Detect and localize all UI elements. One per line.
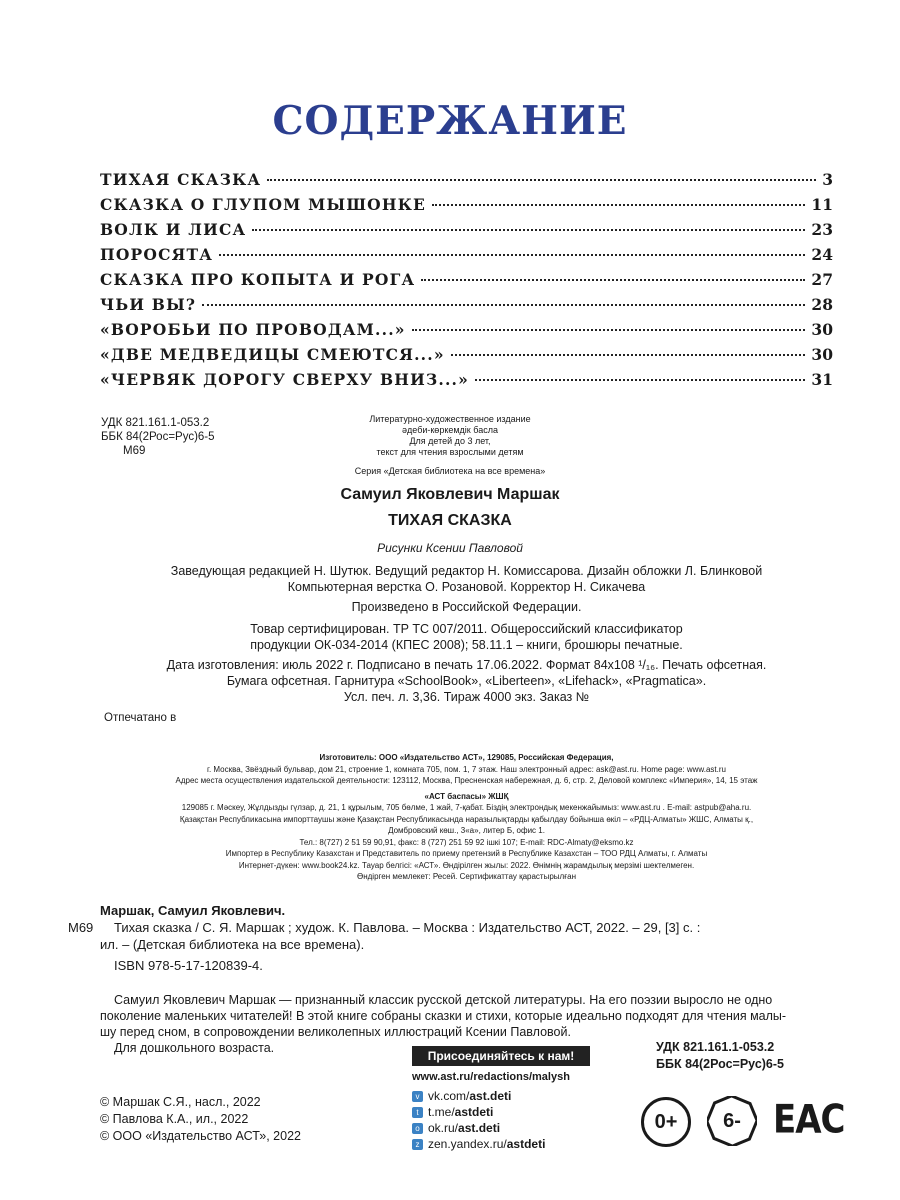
- telegram-icon: t: [412, 1107, 423, 1118]
- paper-line: Бумага офсетная. Гарнитура «SchoolBook», «Liberteen», «Lifehack», «Pragmatica».: [226, 674, 707, 688]
- annotation-line-2: поколение маленьких читателей! В этой книге собраны сказки и стихи, которые идеально подходят для чтения малы-: [100, 1009, 787, 1023]
- series-name: Серия «Детская библиотека на все времена»: [354, 466, 546, 476]
- copyright-line-3: © ООО «Издательство АСТ», 2022: [100, 1129, 301, 1143]
- age-rating-octagon-label: 6-: [723, 1109, 741, 1132]
- toc-page-number: 30: [811, 345, 833, 364]
- toc-entry-title: ЧЬИ ВЫ?: [100, 295, 197, 314]
- print-line: Усл. печ. л. 3,36. Тираж 4000 экз. Заказ №: [343, 690, 590, 704]
- toc-page-number: 3: [822, 170, 833, 189]
- copyright-line-1: © Маршак С.Я., насл., 2022: [100, 1095, 261, 1109]
- social-prefix: t.me/: [428, 1105, 455, 1119]
- cert-line-1: Товар сертифицирован. ТР ТС 007/2011. Общероссийский классификатор: [250, 622, 683, 636]
- isbn: ISBN 978-5-17-120839-4.: [114, 958, 263, 973]
- legal-line: 129085 г. Мәскеу, Жұлдызды гүлзар, д. 21, 1 құрылым, 705 бөлме, 1 жай, 7-қабат. Біздің электрондық мекенжайымыз: www.ast.ru . E-mail: astpub@aha.ru.: [181, 803, 752, 812]
- social-link[interactable]: [412, 1104, 545, 1120]
- toc-entry-title: «ЧЕРВЯК ДОРОГУ СВЕРХУ ВНИЗ...»: [100, 370, 470, 389]
- join-us-block: [412, 1046, 590, 1083]
- social-link[interactable]: [412, 1136, 545, 1152]
- certification: [100, 621, 833, 653]
- bbk-code: ББК 84(2Рос=Рус)6-5: [101, 431, 215, 443]
- toc-entry-title: ВОЛК И ЛИСА: [100, 220, 247, 239]
- page-title: СОДЕРЖАНИЕ: [272, 98, 628, 144]
- toc-leader-dots: [252, 229, 805, 231]
- publisher-url[interactable]: www.ast.ru/redactions/malysh: [412, 1071, 570, 1083]
- toc-entry[interactable]: [100, 295, 833, 320]
- legal-line: Импортер в Республику Казахстан и Представитель по приему претензий в Республике Казахстан – ТОО РДЦ Алматы, г. Алматы: [225, 849, 708, 858]
- toc-entry[interactable]: [100, 170, 833, 195]
- cert-line-2: продукции ОК-034-2014 (КПЕС 2008); 58.11.1 – книги, брошюры печатные.: [250, 638, 683, 652]
- toc-entry-title: «ДВЕ МЕДВЕДИЦЫ СМЕЮТСЯ...»: [100, 345, 445, 364]
- legal-line: Тел.: 8(727) 2 51 59 90,91, факс: 8 (727) 251 59 92 ішкі 107; E-mail: RDC-Almaty@eksmo.kz: [299, 837, 634, 847]
- legal-line: Адрес места осуществления издательской деятельности: 123112, Москва, Пресненская набережная, д. 6, стр. 2, Деловой комплекс «Империя», 14, 15 этаж: [175, 776, 758, 785]
- zen-icon: z: [412, 1139, 423, 1150]
- edition-info: [340, 414, 560, 458]
- legal-info: [100, 752, 833, 883]
- toc-leader-dots: [202, 304, 805, 306]
- toc-entry[interactable]: [100, 270, 833, 295]
- social-handle: ast.deti: [458, 1121, 501, 1135]
- toc-leader-dots: [432, 204, 805, 206]
- legal-line: Интернет-дүкен: www.book24.kz. Тауар белгісі: «АСТ». Өндірілген жылы: 2022. Өнімнің жарамдылық мерзімі шектелмеген.: [238, 860, 695, 870]
- bibliographic-record: [68, 902, 833, 974]
- toc-page-number: 30: [811, 320, 833, 339]
- illustrator: Рисунки Ксении Павловой: [377, 541, 523, 555]
- odnoklassniki-icon: o: [412, 1123, 423, 1134]
- annotation-line-1: Самуил Яковлевич Маршак — признанный классик русской детской литературы. На его поэзии выросло не одно: [114, 993, 773, 1007]
- edition-type: Литературно-художественное издание: [369, 414, 531, 424]
- toc-page-number: 31: [811, 370, 833, 389]
- toc-entry[interactable]: [100, 220, 833, 245]
- social-handle: astdeti: [454, 1105, 494, 1119]
- age-rating-circle: 0+: [641, 1097, 691, 1147]
- social-prefix: zen.yandex.ru/: [428, 1137, 507, 1151]
- social-link[interactable]: [412, 1120, 545, 1136]
- toc-entry-title: «ВОРОБЬИ ПО ПРОВОДАМ...»: [100, 320, 406, 339]
- toc-entry[interactable]: [100, 245, 833, 270]
- biblio-mark: М69: [68, 920, 94, 935]
- printed-in: Отпечатано в: [104, 712, 177, 724]
- toc-page-number: 11: [811, 195, 833, 214]
- author-name: Самуил Яковлевич Маршак: [340, 486, 560, 503]
- eac-mark: EAC: [773, 1097, 845, 1143]
- toc-entry[interactable]: [100, 195, 833, 220]
- legal-line: г. Москва, Звёздный бульвар, дом 21, строение 1, комната 705, пом. 1, 7 этаж. Наш электронный адрес: ask@ast.ru. Home page: www.ast.ru: [207, 764, 726, 774]
- toc-entry[interactable]: [100, 370, 833, 395]
- toc-entry-title: СКАЗКА ПРО КОПЫТА И РОГА: [100, 270, 416, 289]
- legal-line: Өндірген мемлекет: Ресей. Сертификаттау қарастырылған: [357, 872, 576, 881]
- age-rating-octagon: [707, 1096, 757, 1146]
- age-category: Для дошкольного возраста.: [114, 1041, 275, 1055]
- toc-entry-title: ПОРОСЯТА: [100, 245, 214, 264]
- toc-leader-dots: [475, 379, 805, 381]
- credits-line-2: Компьютерная верстка О. Розановой. Корректор Н. Сикачева: [287, 580, 646, 594]
- toc-leader-dots: [421, 279, 805, 281]
- toc-entry[interactable]: [100, 320, 833, 345]
- udk-code: УДК 821.161.1-053.2: [101, 417, 210, 429]
- toc-page-number: 27: [811, 270, 833, 289]
- toc-page-number: 28: [811, 295, 833, 314]
- toc-leader-dots: [412, 329, 806, 331]
- classification-codes: [101, 416, 215, 458]
- toc-entry[interactable]: [100, 345, 833, 370]
- toc-entry-title: ТИХАЯ СКАЗКА: [100, 170, 262, 189]
- social-handle: astdeti: [506, 1137, 546, 1151]
- social-prefix: ok.ru/: [428, 1121, 459, 1135]
- bbk-bottom: ББК 84(2Рос=Рус)6-5: [656, 1057, 784, 1071]
- social-prefix: vk.com/: [428, 1089, 470, 1103]
- book-title: ТИХАЯ СКАЗКА: [388, 512, 512, 529]
- toc-leader-dots: [267, 179, 816, 181]
- biblio-line-2: ил. – (Детская библиотека на все времена).: [100, 937, 365, 952]
- date-line: Дата изготовления: июль 2022 г. Подписано в печать 17.06.2022. Формат 84x108 ¹/₁₆. Печать офсетная.: [166, 658, 767, 672]
- credits-line-1: Заведующая редакцией Н. Шутюк. Ведущий редактор Н. Комиссарова. Дизайн обложки Л. Блинковой: [170, 564, 763, 578]
- legal-line: «АСТ баспасы» ЖШҚ: [424, 791, 509, 801]
- made-in: Произведено в Российской Федерации.: [351, 600, 582, 614]
- credits: [100, 563, 833, 595]
- join-us-title: Присоединяйтесь к нам!: [412, 1046, 590, 1066]
- biblio-author: Маршак, Самуил Яковлевич.: [100, 903, 286, 918]
- biblio-line-1: Тихая сказка / С. Я. Маршак ; худож. К. Павлова. – Москва : Издательство АСТ, 2022. – 29, [3] с. :: [114, 920, 701, 935]
- social-link[interactable]: [412, 1088, 545, 1104]
- toc-page-number: 23: [811, 220, 833, 239]
- annotation-line-3: шу перед сном, в сопровождении великолепных иллюстраций Ксении Павловой.: [100, 1025, 571, 1039]
- toc-leader-dots: [451, 354, 806, 356]
- biblio-description: [68, 919, 833, 936]
- social-handle: ast.deti: [469, 1089, 512, 1103]
- udk-bottom: УДК 821.161.1-053.2: [656, 1040, 775, 1054]
- toc-page-number: 24: [811, 245, 833, 264]
- table-of-contents: [100, 170, 833, 395]
- vk-icon: v: [412, 1091, 423, 1102]
- edition-type-kz: әдеби-көркемдік басла: [402, 425, 498, 435]
- reading-note: текст для чтения взрослыми детям: [376, 447, 524, 457]
- copyright: [100, 1094, 301, 1145]
- legal-line: Қазақстан Республикасына импорттаушы және Қазақстан Республикасында наразылықтарды қабылдау бойынша өкіл – «РДЦ-Алматы» ЖШС, Алматы қ.,: [179, 814, 754, 824]
- author-mark: М69: [123, 445, 146, 457]
- copyright-line-2: © Павлова К.А., ил., 2022: [100, 1112, 249, 1126]
- legal-line: Домбровский көш., 3«а», литер Б, офис 1.: [388, 826, 545, 835]
- legal-line: Изготовитель: ООО «Издательство АСТ», 129085, Российская Федерация,: [319, 753, 614, 762]
- print-details: [100, 657, 833, 705]
- codes-bottom: [656, 1039, 784, 1073]
- social-links: [412, 1088, 545, 1152]
- toc-entry-title: СКАЗКА О ГЛУПОМ МЫШОНКЕ: [100, 195, 427, 214]
- age-note: Для детей до 3 лет,: [409, 436, 491, 446]
- toc-leader-dots: [219, 254, 805, 256]
